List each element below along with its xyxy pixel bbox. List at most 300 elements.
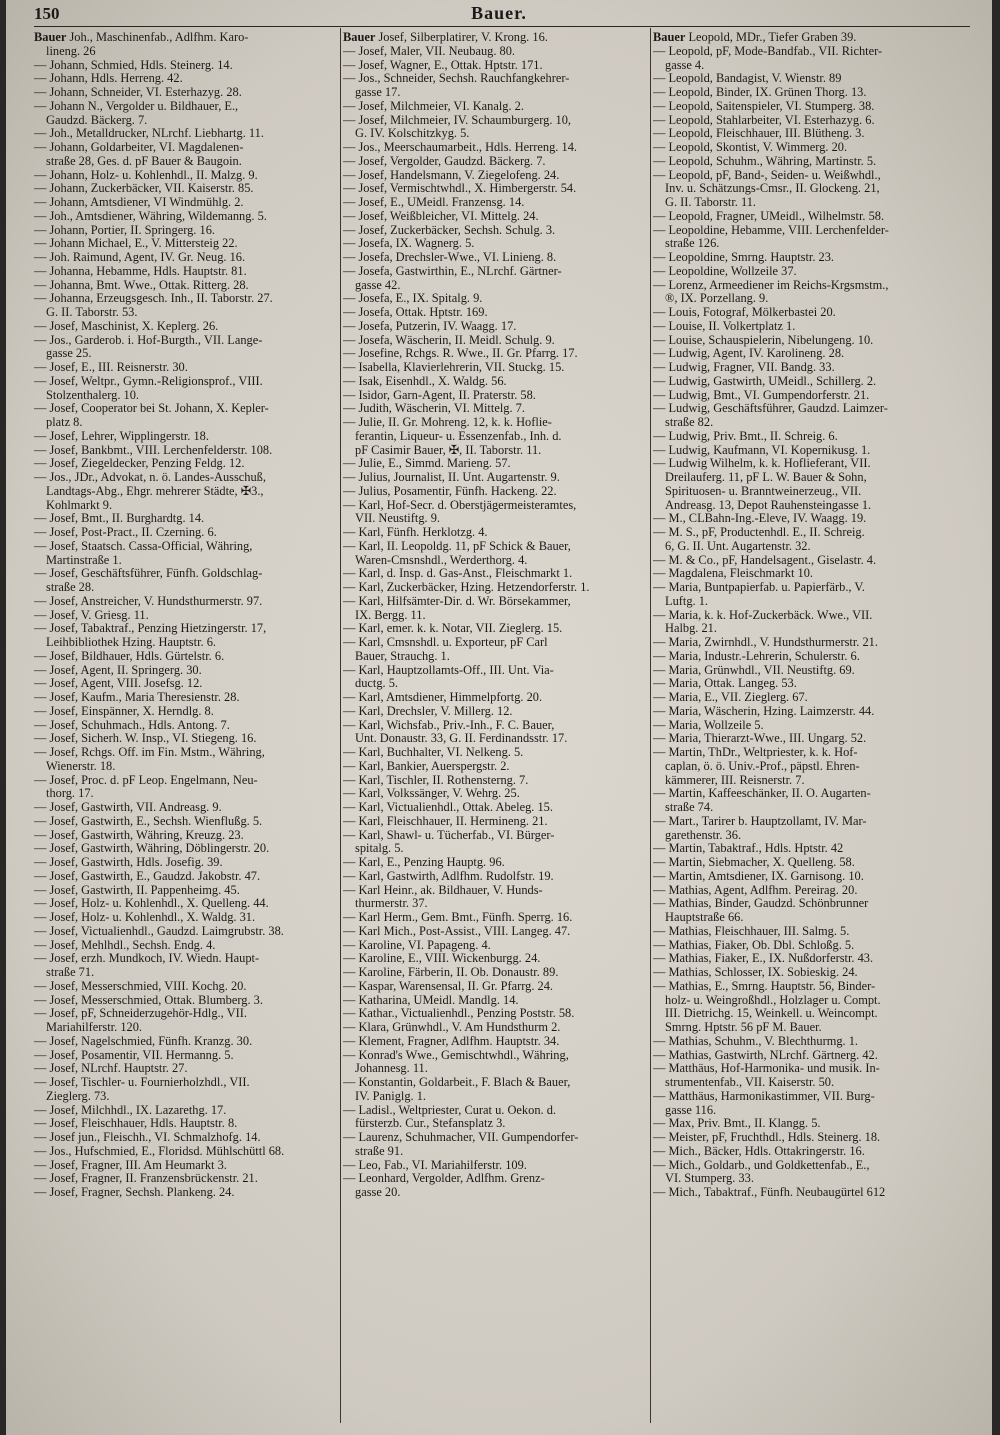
- directory-entry: [34, 512, 338, 526]
- directory-entry: [343, 1076, 647, 1104]
- entry-line: — Josef, Weißbleicher, VI. Mittelg. 24.: [343, 209, 539, 223]
- directory-entry: [34, 127, 338, 141]
- entry-line: — Josef, Agent, VIII. Josefsg. 12.: [34, 677, 203, 691]
- entry-line: — Maria, Zwirnhdl., V. Hundsthurmerstr. 21.: [653, 636, 878, 649]
- entry-line: — Karl, Victualienhdl., Ottak. Abeleg. 15.: [343, 801, 553, 814]
- entry-continuation-line: straße 28.: [46, 581, 95, 594]
- entry-line: — Karl, Buchhalter, VI. Nelkeng. 5.: [343, 746, 524, 759]
- directory-entry: [343, 1049, 647, 1077]
- entry-line: — Karl Herm., Gem. Bmt., Fünfh. Sperrg. 16.: [343, 911, 573, 924]
- directory-entry: [34, 994, 338, 1008]
- entry-line: — Joh., Amtsdiener, Währing, Wildemanng. 5.: [34, 209, 267, 223]
- directory-entry: [34, 870, 338, 884]
- directory-entry: [343, 526, 647, 540]
- entry-continuation-line: ferantin, Liqueur- u. Essenzenfab., Inh. d.: [355, 429, 562, 443]
- directory-entry: [34, 925, 338, 939]
- entry-continuation-line: Inv. u. Schätzungs-Cmsr., II. Glockeng. 21,: [665, 182, 880, 196]
- entry-line: — Josef, Messerschmied, Ottak. Blumberg. 3.: [34, 993, 263, 1007]
- directory-entry: [653, 1145, 957, 1159]
- entry-line: — Karl, Amtsdiener, Himmelpfortg. 20.: [343, 691, 543, 704]
- directory-entry: [34, 622, 338, 650]
- entry-line: [343, 31, 647, 45]
- entry-line: — Josef, Milchhdl., IX. Lazarethg. 17.: [34, 1103, 227, 1117]
- directory-entry: [343, 636, 647, 664]
- directory-entry: [34, 1117, 338, 1131]
- directory-entry: [653, 361, 957, 375]
- directory-entry: [653, 444, 957, 458]
- page-number: 150: [34, 4, 60, 23]
- directory-entry: [653, 306, 957, 320]
- entry-line: — Josef, Tischler- u. Fournierholzhdl., VII.: [34, 1076, 250, 1089]
- entry-line: — Josef, Bmt., II. Burghardtg. 14.: [34, 512, 205, 526]
- directory-entry: [653, 31, 957, 45]
- entry-line: — Ludwig, Bmt., VI. Gumpendorferstr. 21.: [653, 388, 870, 402]
- entry-continuation-line: gasse 116.: [665, 1103, 717, 1117]
- entry-line: — Isidor, Garn-Agent, II. Praterstr. 58.: [343, 388, 536, 402]
- directory-entry: [34, 1186, 338, 1200]
- directory-entry: [653, 897, 957, 925]
- directory-entry: [343, 59, 647, 73]
- entry-line: — Klara, Grünwhdl., V. Am Hundsthurm 2.: [343, 1021, 561, 1034]
- entry-line: — Josefa, Wäscherin, II. Meidl. Schulg. 9.: [343, 333, 555, 347]
- directory-entry: [653, 650, 957, 664]
- entry-line: — Maria, E., VII. Zieglerg. 67.: [653, 691, 808, 704]
- entry-line: — Magdalena, Fleischmarkt 10.: [653, 567, 814, 581]
- entry-line: — Karl, d. Insp. d. Gas-Anst., Fleischmarkt 1.: [343, 567, 573, 581]
- directory-entry: [343, 581, 647, 595]
- entry-line: — Josef, Holz- u. Kohlenhdl., X. Waldg. 31.: [34, 911, 256, 924]
- entry-line: — Maria, Wäscherin, Hzing. Laimzerstr. 44.: [653, 704, 875, 718]
- entry-line: — Josef, Ziegeldecker, Penzing Feldg. 12.: [34, 457, 245, 471]
- entry-line: — Jos., JDr., Advokat, n. ö. Landes-Ausschuß,: [34, 471, 266, 484]
- directory-entry: [343, 334, 647, 348]
- entry-line: — Josef, Fragner, III. Am Heumarkt 3.: [34, 1158, 227, 1172]
- entry-line: — Johann, Zuckerbäcker, VII. Kaiserstr. 85.: [34, 182, 254, 196]
- directory-entry: [343, 980, 647, 994]
- directory-entry: [34, 856, 338, 870]
- entry-line: — Josef, Gastwirth, Währing, Döblingerstr. 20.: [34, 842, 270, 856]
- entry-line: — Ludwig, Geschäftsführer, Gaudzd. Laimzer-: [653, 402, 888, 416]
- entry-line: — Karoline, VI. Papageng. 4.: [343, 938, 491, 952]
- entry-line: — Lorenz, Armeediener im Reichs-Krgsmstm.,: [653, 278, 889, 292]
- directory-entry: [34, 1035, 338, 1049]
- directory-entry: [343, 320, 647, 334]
- directory-entry: [34, 691, 338, 705]
- entry-line: — Karl, Bankier, Auerspergstr. 2.: [343, 759, 510, 773]
- entry-continuation-line: holz- u. Weingroßhdl., Holzlager u. Compt.: [665, 993, 881, 1007]
- entry-continuation-line: gasse 42.: [355, 278, 401, 292]
- entry-line: — Johann, Schmied, Hdls. Steinerg. 14.: [34, 58, 233, 72]
- entry-continuation-line: G. II. Taborstr. 53.: [46, 306, 138, 319]
- entry-line: — Johanna, Erzeugsgesch. Inh., II. Taborstr. 27.: [34, 292, 273, 306]
- entry-line: — Ludwig, Agent, IV. Karolineng. 28.: [653, 347, 845, 361]
- directory-entry: [34, 430, 338, 444]
- entry-continuation-line: Landtags-Abg., Ehgr. mehrerer Städte, ✠3.,: [46, 484, 264, 498]
- directory-entry: [34, 650, 338, 664]
- directory-entry: [34, 279, 338, 293]
- entry-line: — Maria, Industr.-Lehrerin, Schulerstr. 6.: [653, 649, 860, 663]
- entry-continuation-line: III. Dietrichg. 15, Weinkell. u. Weincompt.: [665, 1007, 878, 1021]
- entry-continuation-line: Wienerstr. 18.: [46, 759, 116, 773]
- entry-line: — Louis, Fotograf, Mölkerbastei 20.: [653, 306, 836, 319]
- directory-entry: [653, 842, 957, 856]
- entry-continuation-line: Halbg. 21.: [665, 622, 717, 636]
- directory-entry: [653, 320, 957, 334]
- directory-entry: [34, 265, 338, 279]
- directory-entry: [653, 72, 957, 86]
- directory-entry: [34, 939, 338, 953]
- entry-line: — Josef, Handelsmann, V. Ziegelofeng. 24.: [343, 168, 560, 182]
- directory-entry: [653, 787, 957, 815]
- directory-entry: [343, 664, 647, 692]
- entry-line: — Mathias, Schuhm., V. Blechthurmg. 1.: [653, 1034, 859, 1048]
- entry-line: — Josef, Gastwirth, E., Gaudzd. Jakobstr. 47.: [34, 869, 261, 883]
- entry-line: — Josef, Mehlhdl., Sechsh. Endg. 4.: [34, 938, 216, 952]
- surname-heading: Bauer: [343, 31, 376, 44]
- entry-line: — Leonhard, Vergolder, Adlfhm. Grenz-: [343, 1172, 545, 1186]
- directory-entry: [653, 526, 957, 554]
- directory-entry: [653, 251, 957, 265]
- entry-line: — Mathias, E., Smrng. Hauptstr. 56, Binder-: [653, 979, 876, 993]
- directory-entry: [343, 306, 647, 320]
- directory-entry: [34, 1172, 338, 1186]
- entry-continuation-line: kämmerer, III. Reisnerstr. 7.: [665, 773, 805, 787]
- entry-line: — Leopold, Binder, IX. Grünen Thorg. 13.: [653, 86, 867, 99]
- entry-line: — Josef, Victualienhdl., Gaudzd. Laimgrubstr. 38.: [34, 924, 284, 938]
- directory-entry: [653, 402, 957, 430]
- entry-line: — Mart., Tarirer b. Hauptzollamt, IV. Mar-: [653, 814, 867, 828]
- entry-line: — M., CLBahn-Ing.-Eleve, IV. Waagg. 19.: [653, 512, 867, 526]
- entry-line: — Johann Michael, E., V. Mittersteig 22.: [34, 237, 238, 251]
- directory-entry: [34, 1007, 338, 1035]
- entry-continuation-line: Spirituosen- u. Branntweinerzeug., VII.: [665, 484, 862, 498]
- directory-entry: [34, 526, 338, 540]
- entry-line: — Josefine, Rchgs. R. Wwe., II. Gr. Pfarrg. 17.: [343, 347, 578, 361]
- directory-entry: [34, 952, 338, 980]
- surname-heading: Bauer: [653, 31, 686, 44]
- directory-entry: [343, 31, 647, 45]
- directory-entry: [343, 925, 647, 939]
- directory-entry: [34, 320, 338, 334]
- entry-continuation-line: Dreilauferg. 11, pF L. W. Bauer & Sohn,: [665, 471, 867, 484]
- entry-line: — Karl Heinr., ak. Bildhauer, V. Hunds-: [343, 883, 543, 897]
- directory-entry: [343, 787, 647, 801]
- directory-entry: [34, 567, 338, 595]
- directory-entry: [653, 719, 957, 733]
- directory-entry: [343, 1035, 647, 1049]
- directory-entry: [34, 457, 338, 471]
- directory-entry: [343, 45, 647, 59]
- directory-entry: [34, 444, 338, 458]
- directory-entry: [34, 801, 338, 815]
- entry-line: — Leopold, Saitenspieler, VI. Stumperg. 38.: [653, 99, 875, 113]
- directory-entry: [653, 512, 957, 526]
- entry-continuation-line: straße 91.: [355, 1144, 404, 1158]
- entry-line: — Meister, pF, Fruchthdl., Hdls. Steinerg. 18.: [653, 1131, 881, 1144]
- directory-entry: [343, 361, 647, 375]
- entry-line: — Martin, Amtsdiener, IX. Garnisong. 10.: [653, 869, 864, 883]
- entry-line: — Josefa, Putzerin, IV. Waagg. 17.: [343, 319, 517, 333]
- entry-continuation-line: Mariahilferstr. 120.: [46, 1021, 143, 1034]
- entry-line: — Karl, Hof-Secr. d. Oberstjägermeisteramtes,: [343, 498, 577, 512]
- entry-line: — Josef, Maler, VII. Neubaug. 80.: [343, 44, 516, 58]
- directory-entry: [34, 884, 338, 898]
- entry-line: — Josef, Einspänner, X. Herndlg. 8.: [34, 704, 214, 718]
- entry-line: — Josef, Posamentir, VII. Hermanng. 5.: [34, 1048, 234, 1062]
- directory-entry: [653, 1131, 957, 1145]
- entry-line: — Leopoldine, Hebamme, VIII. Lerchenfelder-: [653, 223, 889, 237]
- entry-line: — Josefa, IX. Wagnerg. 5.: [343, 237, 475, 251]
- entry-line: — Jos., Meerschaumarbeit., Hdls. Herreng. 14.: [343, 141, 577, 154]
- directory-entry: [343, 1007, 647, 1021]
- directory-entry: [343, 622, 647, 636]
- directory-entry: [34, 829, 338, 843]
- entry-line: — Josef, Gastwirth, II. Pappenheimg. 45.: [34, 883, 240, 897]
- directory-entry: [343, 595, 647, 623]
- entry-text: Leopold, MDr., Tiefer Graben 39.: [688, 31, 857, 44]
- directory-entry: [343, 911, 647, 925]
- entry-line: — Josef, E., UMeidl. Franzensg. 14.: [343, 196, 525, 209]
- directory-entry: [653, 210, 957, 224]
- directory-entry: [653, 732, 957, 746]
- directory-entry: [34, 31, 338, 59]
- entry-continuation-line: Stolzenthalerg. 10.: [46, 388, 140, 402]
- directory-entry: [343, 347, 647, 361]
- directory-entry: [653, 691, 957, 705]
- directory-entry: [343, 705, 647, 719]
- directory-entry: [343, 966, 647, 980]
- entry-line: — Maria, k. k. Hof-Zuckerbäck. Wwe., VII.: [653, 608, 873, 622]
- directory-entry: [343, 471, 647, 485]
- directory-entry: [653, 86, 957, 100]
- directory-entry: [343, 815, 647, 829]
- directory-entry: [34, 251, 338, 265]
- entry-line: [34, 31, 338, 45]
- entry-line: — Mathias, Fleischhauer, III. Salmg. 5.: [653, 924, 850, 938]
- entry-continuation-line: lineng. 26: [46, 44, 96, 58]
- directory-entry: [343, 237, 647, 251]
- entry-continuation-line: straße 71.: [46, 966, 95, 979]
- entry-line: [653, 31, 957, 45]
- directory-entry: [343, 1159, 647, 1173]
- entry-line: — Johann, Schneider, VI. Esterhazyg. 28.: [34, 86, 242, 99]
- entry-line: — Jos., Hufschmied, E., Floridsd. Mühlschüttl 68.: [34, 1144, 285, 1158]
- directory-entry: [34, 72, 338, 86]
- entry-line: — Leopold, Stahlarbeiter, VI. Esterhazyg. 6.: [653, 113, 875, 127]
- entry-line: — Johann, Holz- u. Kohlenhdl., II. Malzg. 9.: [34, 168, 258, 182]
- directory-entry: [343, 856, 647, 870]
- entry-line: — Josefa, Drechsler-Wwe., VI. Linieng. 8.: [343, 251, 557, 264]
- entry-continuation-line: Martinstraße 1.: [46, 553, 122, 567]
- entry-line: — Karl, Fleischhauer, II. Hermineng. 21.: [343, 814, 548, 828]
- entry-line: — Josef, Tabaktraf., Penzing Hietzingerstr. 17,: [34, 622, 267, 636]
- directory-entry: [653, 169, 957, 210]
- entry-continuation-line: straße 126.: [665, 237, 720, 251]
- entry-line: — Josef, Lehrer, Wipplingerstr. 18.: [34, 429, 209, 443]
- directory-entry: [653, 45, 957, 73]
- entry-continuation-line: G. II. Taborstr. 11.: [665, 196, 757, 209]
- directory-entry: [653, 127, 957, 141]
- directory-entry: [653, 279, 957, 307]
- entry-continuation-line: straße 28, Ges. d. pF Bauer & Baugoin.: [46, 154, 242, 168]
- entry-line: — Jos., Garderob. i. Hof-Burgth., VII. Lange-: [34, 333, 263, 347]
- directory-entry: [653, 114, 957, 128]
- entry-line: — Karl, Hauptzollamts-Off., III. Unt. Via-: [343, 663, 554, 677]
- directory-entry: [653, 636, 957, 650]
- entry-line: — Josefa, Ottak. Hptstr. 169.: [343, 306, 488, 319]
- directory-entry: [343, 939, 647, 953]
- entry-continuation-line: 6, G. II. Unt. Augartenstr. 32.: [665, 539, 811, 553]
- entry-line: — Julius, Posamentir, Fünfh. Hackeng. 22.: [343, 484, 557, 498]
- directory-entry: [34, 980, 338, 994]
- entry-line: — Maria, Ottak. Langeg. 53.: [653, 677, 797, 691]
- directory-entry: [34, 237, 338, 251]
- entry-continuation-line: ductg. 5.: [355, 677, 399, 691]
- directory-entry: [653, 1035, 957, 1049]
- directory-entry: [34, 375, 338, 403]
- directory-entry: [34, 182, 338, 196]
- entry-line: — Martin, Siebmacher, X. Quelleng. 58.: [653, 856, 855, 869]
- entry-continuation-line: Leihbibliothek Hzing. Hauptstr. 6.: [46, 636, 217, 649]
- entry-line: — Josef, V. Griesg. 11.: [34, 608, 149, 622]
- directory-entry: [34, 59, 338, 73]
- directory-entry: [34, 100, 338, 128]
- entry-line: — Ludwig, Priv. Bmt., II. Schreig. 6.: [653, 429, 838, 443]
- entry-line: — Josef, Gastwirth, E., Sechsh. Wienflußg. 5.: [34, 814, 263, 828]
- entry-continuation-line: thorg. 17.: [46, 787, 94, 801]
- entry-line: — Josef, Post-Pract., II. Czerning. 6.: [34, 526, 217, 539]
- entry-line: — Leopoldine, Smrng. Hauptstr. 23.: [653, 251, 835, 264]
- entry-continuation-line: ®, IX. Porzellang. 9.: [665, 292, 769, 306]
- entry-line: — Mathias, Fiaker, Ob. Dbl. Schloßg. 5.: [653, 938, 855, 952]
- directory-entry: [34, 705, 338, 719]
- entry-line: — Josef, Fragner, Sechsh. Plankeng. 24.: [34, 1186, 235, 1199]
- directory-entry: [34, 210, 338, 224]
- directory-entry: [34, 196, 338, 210]
- entry-line: — Leopold, pF, Mode-Bandfab., VII. Richter-: [653, 44, 883, 58]
- directory-entry: [653, 375, 957, 389]
- directory-page: [6, 0, 992, 1435]
- directory-entry: [34, 677, 338, 691]
- entry-line: — Josef, Vermischtwhdl., X. Himbergerstr. 54.: [343, 182, 577, 196]
- entry-line: — Klement, Fragner, Adlfhm. Hauptstr. 34.: [343, 1034, 560, 1048]
- entry-line: — Mathias, Schlosser, IX. Sobieskig. 24.: [653, 966, 858, 979]
- directory-entry: [653, 1090, 957, 1118]
- directory-entry: [343, 182, 647, 196]
- directory-entry: [34, 361, 338, 375]
- directory-entry: [34, 540, 338, 568]
- directory-entry: [343, 691, 647, 705]
- directory-entry: [34, 911, 338, 925]
- entry-continuation-line: gasse 4.: [665, 58, 705, 72]
- entry-line: — Josef, Schuhmach., Hdls. Antong. 7.: [34, 718, 230, 732]
- entry-line: — Max, Priv. Bmt., II. Klangg. 5.: [653, 1117, 821, 1131]
- entry-line: — Mathias, Fiaker, E., IX. Nußdorferstr. 43.: [653, 952, 874, 966]
- entry-line: — Karl, Wichsfab., Priv.-Inh., F. C. Bauer,: [343, 718, 555, 732]
- directory-entry: [653, 457, 957, 512]
- entry-line: — Isabella, Klavierlehrerin, VII. Stuckg. 15.: [343, 361, 565, 374]
- directory-entry: [343, 265, 647, 293]
- entry-continuation-line: fürsterzb. Cur., Stefansplatz 3.: [355, 1117, 506, 1131]
- entry-continuation-line: strumentenfab., VII. Kaiserstr. 50.: [665, 1076, 835, 1089]
- directory-entry: [653, 554, 957, 568]
- entry-line: — Martin, ThDr., Weltpriester, k. k. Hof-: [653, 746, 858, 759]
- column-3: [653, 31, 957, 1200]
- entry-line: — Josef, Rchgs. Off. im Fin. Mstm., Währing,: [34, 746, 265, 759]
- directory-entry: [653, 334, 957, 348]
- entry-line: — Kaspar, Warensensal, II. Gr. Pfarrg. 24.: [343, 979, 554, 993]
- entry-line: — Mich., Goldarb., und Goldkettenfab., E.,: [653, 1158, 870, 1172]
- directory-entry: [653, 925, 957, 939]
- entry-continuation-line: IV. Paniglg. 1.: [355, 1089, 427, 1103]
- entry-line: — Karl, Tischler, II. Rothensterng. 7.: [343, 773, 529, 787]
- entry-continuation-line: Hauptstraße 66.: [665, 911, 744, 924]
- directory-entry: [343, 884, 647, 912]
- entry-line: — Karl, Cmsnshdl. u. Exporteur, pF Carl: [343, 636, 548, 649]
- entry-line: — Josef, Kaufm., Maria Theresienstr. 28.: [34, 691, 240, 704]
- entry-line: — Josef, Proc. d. pF Leop. Engelmann, Neu-: [34, 773, 258, 787]
- directory-entry: [343, 141, 647, 155]
- directory-entry: [343, 114, 647, 142]
- entry-line: — Josef, pF, Schneiderzugehör-Hdlg., VII.: [34, 1007, 247, 1021]
- directory-entry: [343, 1131, 647, 1159]
- entry-line: — Mathias, Gastwirth, NLrchf. Gärtnerg. 42.: [653, 1048, 878, 1062]
- directory-entry: [653, 1186, 957, 1200]
- directory-entry: [653, 1159, 957, 1187]
- entry-continuation-line: garethenstr. 36.: [665, 828, 742, 842]
- directory-entry: [343, 251, 647, 265]
- entry-line: — Louise, II. Volkertplatz 1.: [653, 319, 796, 333]
- directory-entry: [343, 719, 647, 747]
- directory-entry: [653, 1062, 957, 1090]
- directory-entry: [653, 1117, 957, 1131]
- directory-entry: [343, 375, 647, 389]
- entry-line: — Josef, Vergolder, Gaudzd. Bäckerg. 7.: [343, 154, 546, 168]
- entry-continuation-line: Bauer, Strauchg. 1.: [355, 649, 450, 663]
- entry-continuation-line: caplan, ö. ö. Univ.-Prof., päpstl. Ehren-: [665, 759, 860, 773]
- entry-line: — Josef, Fragner, II. Franzensbrückenstr. 21.: [34, 1172, 258, 1186]
- entry-line: — Mich., Bäcker, Hdls. Ottakringerstr. 16.: [653, 1144, 865, 1158]
- directory-entry: [343, 994, 647, 1008]
- directory-entry: [34, 1131, 338, 1145]
- directory-entry: [34, 842, 338, 856]
- directory-entry: [34, 292, 338, 320]
- entry-line: — Leopold, Skontist, V. Wimmerg. 20.: [653, 141, 848, 154]
- directory-entry: [34, 1062, 338, 1076]
- entry-line: — Josef, Weltpr., Gymn.-Religionsprof., VIII.: [34, 374, 263, 388]
- entry-line: — Isak, Eisenhdl., X. Waldg. 56.: [343, 374, 507, 388]
- directory-entry: [653, 567, 957, 581]
- directory-entry: [653, 664, 957, 678]
- directory-entry: [343, 196, 647, 210]
- entry-line: — Karl, II. Leopoldg. 11, pF Schick & Bauer,: [343, 539, 571, 553]
- entry-line: — Josef, Staatsch. Cassa-Official, Währing,: [34, 539, 253, 553]
- entry-line: — Mich., Tabaktraf., Fünfh. Neubaugürtel 612: [653, 1186, 886, 1199]
- entry-line: — Mathias, Binder, Gaudzd. Schönbrunner: [653, 897, 869, 911]
- entry-line: — Josef, Bankbmt., VIII. Lerchenfelderstr. 108.: [34, 443, 273, 457]
- entry-line: — Karl, Fünfh. Herklotzg. 4.: [343, 526, 488, 539]
- directory-entry: [653, 155, 957, 169]
- directory-entry: [34, 402, 338, 430]
- entry-continuation-line: G. IV. Kolschitzkyg. 5.: [355, 127, 470, 141]
- directory-entry: [343, 1172, 647, 1200]
- entry-line: — Leopold, pF, Band-, Seiden- u. Weißwhdl.,: [653, 168, 881, 182]
- entry-continuation-line: gasse 20.: [355, 1186, 401, 1199]
- entry-continuation-line: Unt. Donaustr. 33, G. II. Ferdinandsstr. 17.: [355, 732, 568, 746]
- entry-line: — Leopold, Fleischhauer, III. Blütheng. 3.: [653, 127, 865, 141]
- entry-continuation-line: Luftg. 1.: [665, 594, 709, 608]
- entry-line: — Karl, emer. k. k. Notar, VII. Zieglerg. 15.: [343, 622, 563, 636]
